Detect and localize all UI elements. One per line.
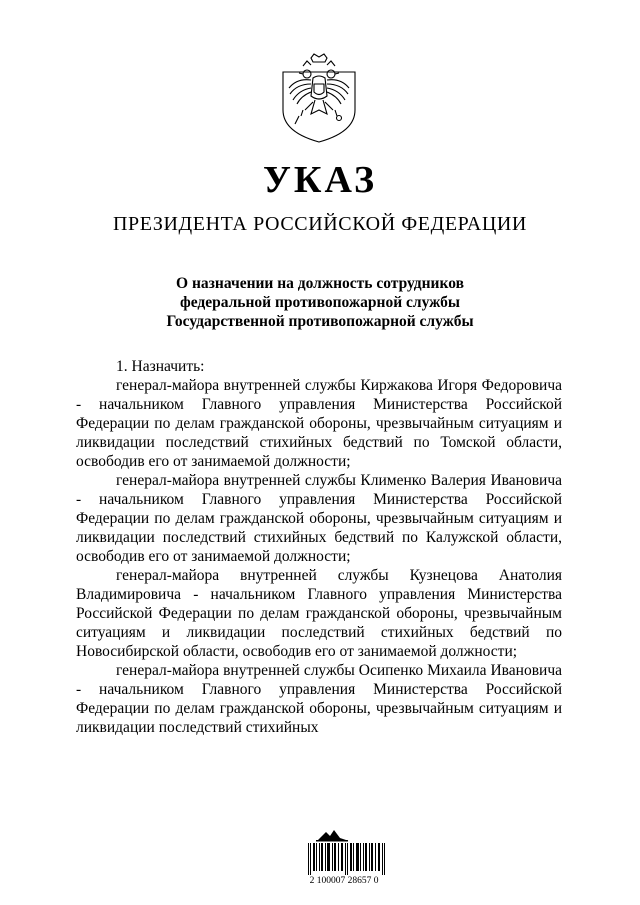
document-subtitle: ПРЕЗИДЕНТА РОССИЙСКОЙ ФЕДЕРАЦИИ — [113, 213, 527, 235]
document-title: УКАЗ — [263, 159, 377, 201]
heading-line: О назначении на должность сотрудников — [176, 275, 464, 292]
appointment-paragraph: генерал-майора внутренней службы Клименко Валерия Ивановича - начальником Главного управления Министерства Российской Федерации по делам гражданской обороны, чрезвычайным ситуациям и ликвидации последствий стихийных бедствий по Калужской области, освободив его от занимаемой должности; — [76, 472, 562, 565]
barcode-icon — [308, 843, 386, 875]
appointment-paragraph: генерал-майора внутренней службы Осипенко Михаила Ивановича - начальником Главного управления Министерства Российской Федерации по делам гражданской обороны, чрезвычайным ситуациям и ликвидации последствий стихийных — [76, 662, 562, 736]
heading-line: федеральной противопожарной службы — [179, 294, 461, 311]
decree-body — [76, 357, 562, 737]
appointment-paragraph: генерал-майора внутренней службы Киржакова Игоря Федоровича - начальником Главного управления Министерства Российской Федерации по делам гражданской обороны, чрезвычайным ситуациям и ликвидации последствий стихийных бедствий по Томской области, освободив его от занимаемой должности; — [76, 377, 562, 470]
printing-house-logo-icon — [312, 828, 352, 842]
coat-of-arms-icon — [277, 52, 361, 144]
heading-line: Государственной противопожарной службы — [166, 313, 474, 330]
barcode-number: 2 100007 28657 0 — [309, 876, 379, 886]
decree-heading — [0, 274, 640, 331]
item-number: 1. Назначить: — [116, 358, 205, 375]
appointment-paragraph: генерал-майора внутренней службы Кузнецова Анатолия Владимировича - начальником Главного управления Министерства Российской Федерации по делам гражданской обороны, чрезвычайным ситуациям и ликвидации последствий стихийных бедствий по Новосибирской области, освободив его от занимаемой должности; — [76, 567, 562, 660]
barcode-block — [298, 828, 390, 898]
